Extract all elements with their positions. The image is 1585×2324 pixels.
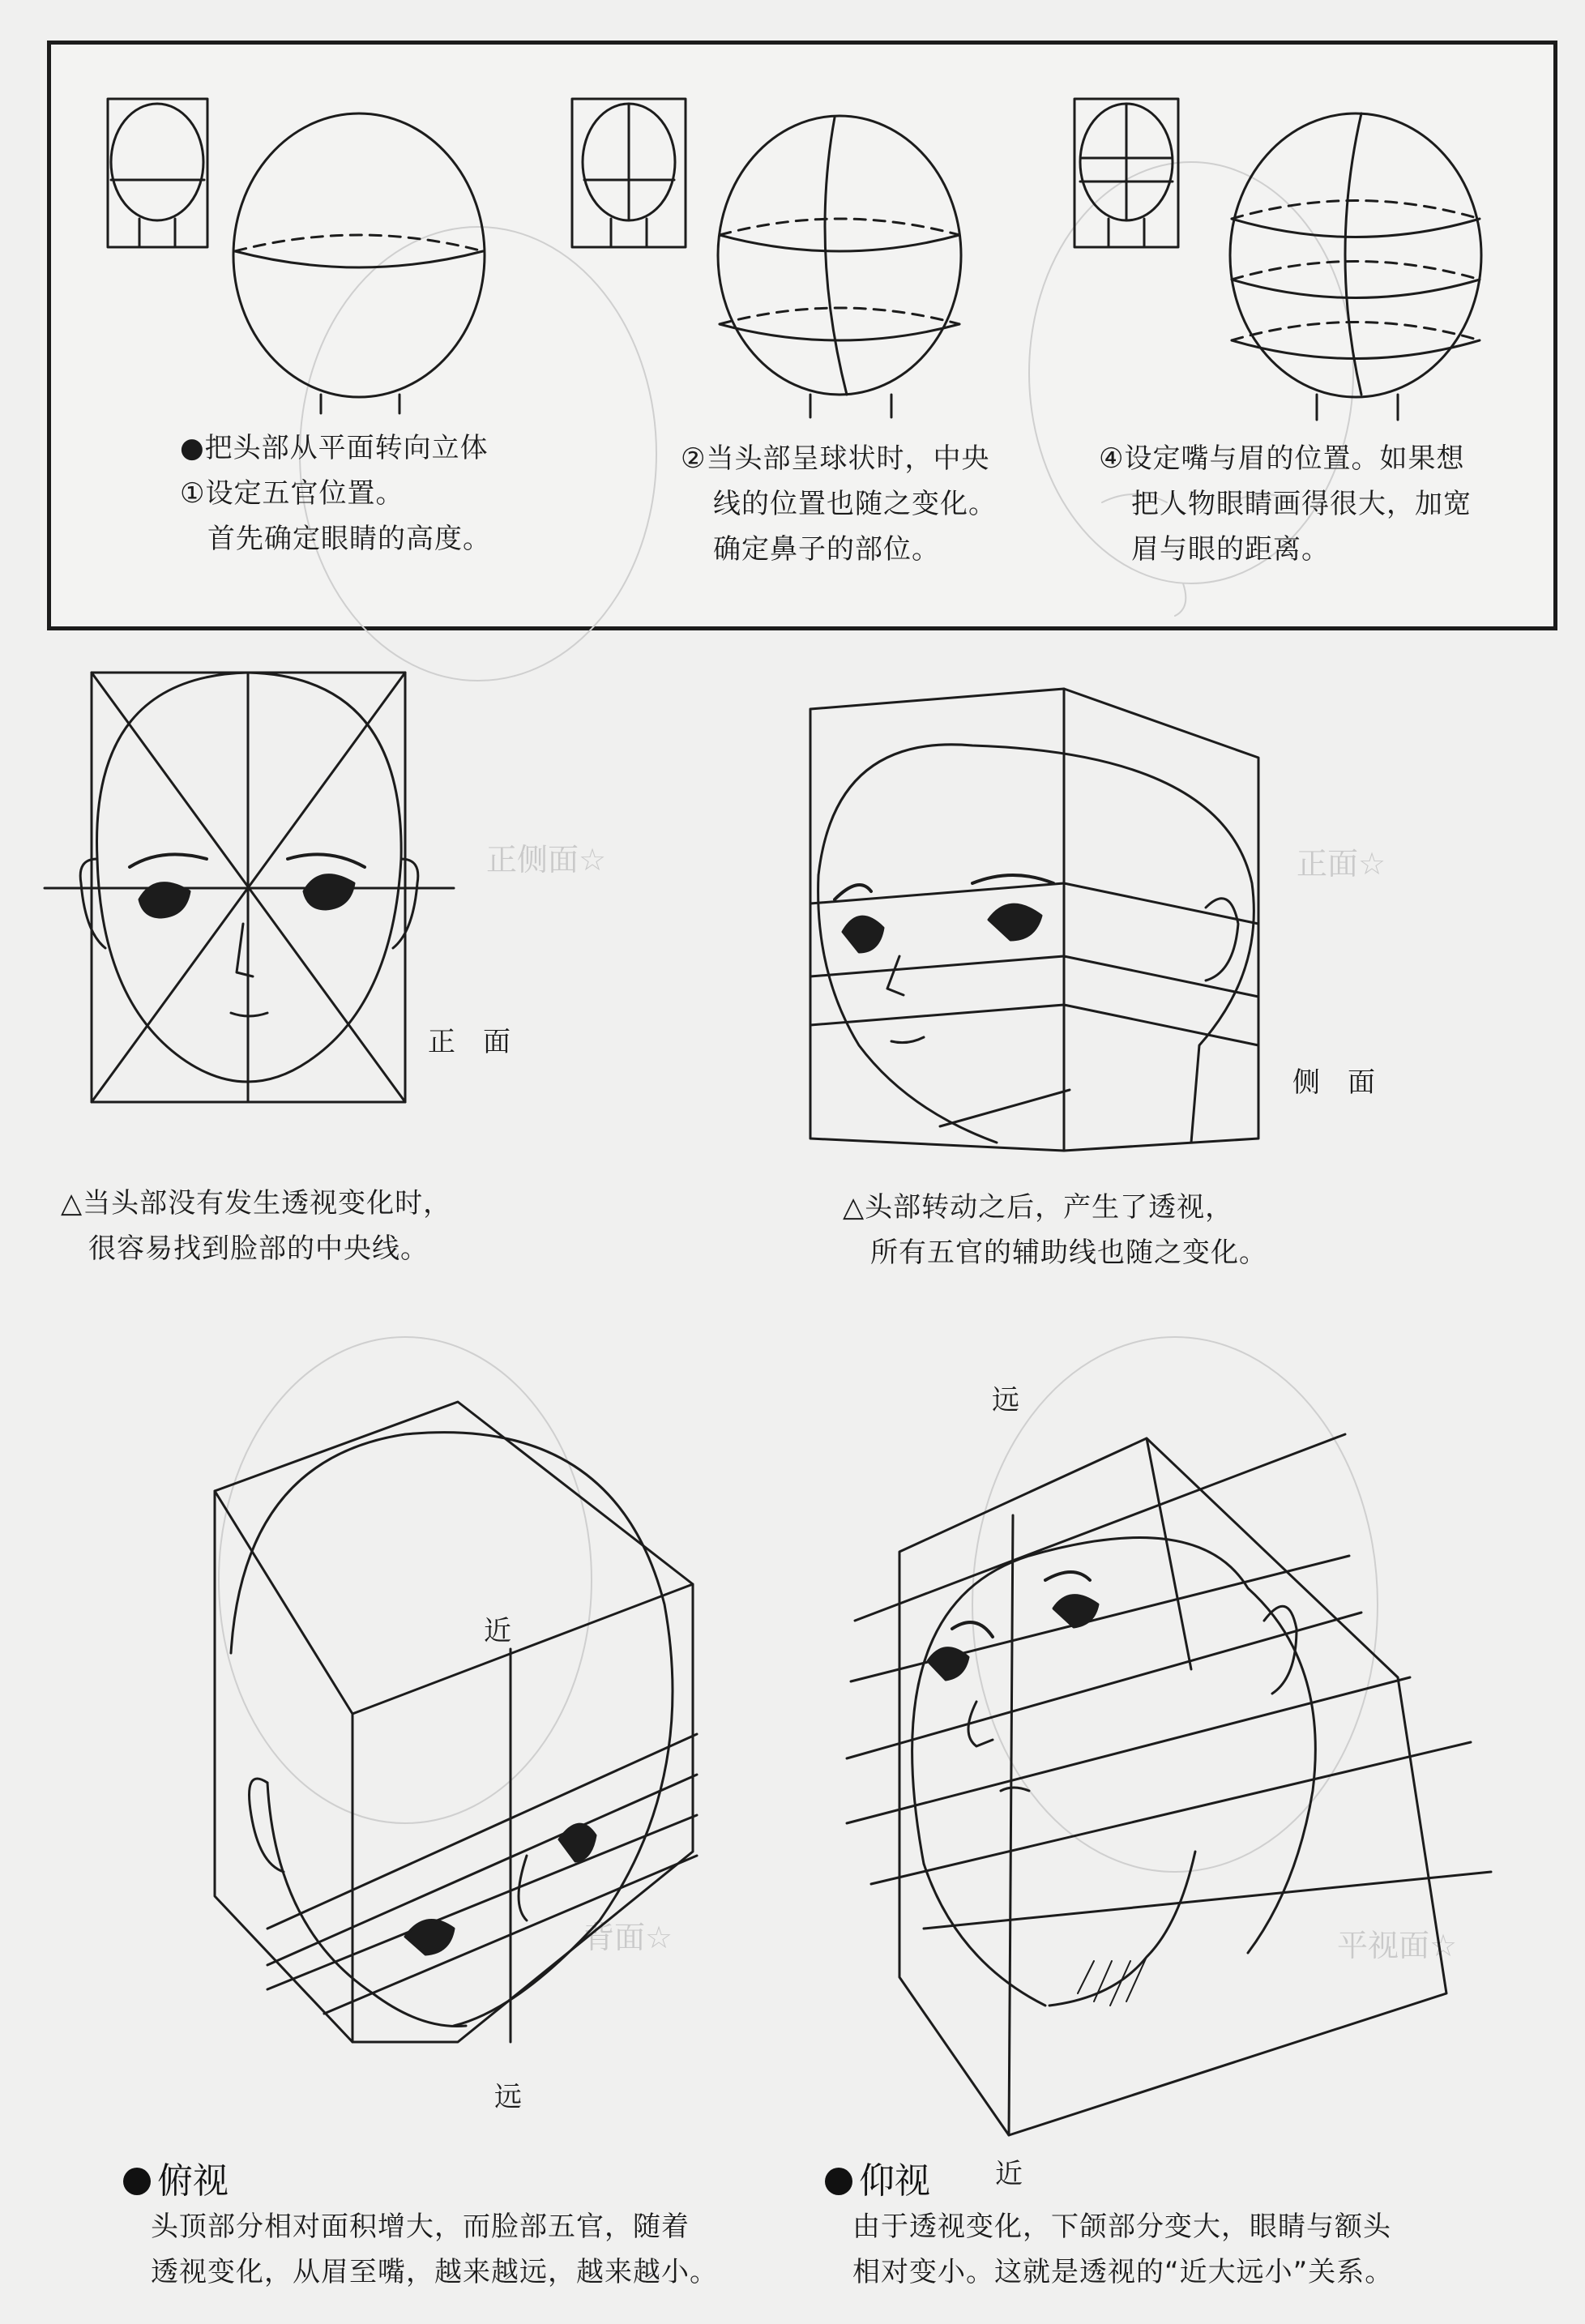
step1-caption: [180, 425, 491, 562]
step4-line3: 眉与眼的距离。: [1131, 533, 1330, 566]
step1-flat-head: [108, 99, 207, 247]
top-view-heading: [123, 2151, 229, 2203]
top-view-line1: 头顶部分相对面积增大，而脸部五官，随着: [151, 2211, 690, 2243]
bullet-icon: [825, 2168, 852, 2195]
front-caption-line2: 很容易找到脸部的中央线。: [88, 1232, 429, 1265]
step1-line3: 首先确定眼睛的高度。: [207, 523, 491, 555]
front-caption: [61, 1181, 451, 1271]
front-label: 正 面: [428, 1026, 511, 1058]
step2-caption: [681, 436, 997, 572]
ghost-beimian: 背面☆: [583, 1920, 673, 1955]
step2-line2: 线的位置也随之变化。: [713, 488, 997, 520]
low-view-caption: [852, 2204, 1393, 2295]
step2-flat-head: [572, 99, 686, 247]
top-view-near-label: 近: [484, 1615, 511, 1647]
ghost-pingshi: 平视面☆: [1337, 1928, 1458, 1963]
low-view-drawing: [847, 1434, 1491, 2135]
bullet-icon: [123, 2168, 151, 2195]
step1-line1: ●把头部从平面转向立体: [180, 432, 489, 464]
step1-sphere-head: [233, 113, 485, 413]
side-label: 侧 面: [1292, 1066, 1375, 1099]
side-face-drawing: [810, 689, 1258, 1151]
low-view-line1: 由于透视变化，下颌部分变大，眼睛与额头: [852, 2211, 1391, 2243]
front-caption-line1: △当头部没有发生透视变化时，: [61, 1187, 452, 1220]
top-view-line2: 透视变化，从眉至嘴，越来越远，越来越小。: [151, 2256, 718, 2288]
step2-line1: ②当头部呈球状时，中央: [681, 442, 990, 475]
top-view-caption: [151, 2204, 718, 2295]
front-face-drawing: [45, 673, 454, 1102]
step1-line2: ①设定五官位置。: [180, 477, 404, 510]
step4-caption: [1099, 436, 1472, 572]
ghost-zhengmian: 正面☆: [1297, 846, 1386, 882]
low-view-near-label: 近: [995, 2158, 1023, 2190]
step2-sphere-head: [718, 116, 961, 417]
ghost-zhengcemian: 正侧面☆: [486, 842, 607, 878]
side-caption-line1: △头部转动之后，产生了透视，: [843, 1191, 1234, 1224]
low-view-line2: 相对变小。这就是透视的“近大远小”关系。: [852, 2256, 1394, 2288]
side-caption: [843, 1185, 1267, 1275]
step3-flat-head: [1074, 99, 1178, 247]
top-view-heading-text: 俯视: [157, 2160, 229, 2202]
step4-sphere-head: [1230, 113, 1481, 420]
step2-line3: 确定鼻子的部位。: [713, 533, 940, 566]
ghost-sketch: [219, 162, 1378, 1872]
low-view-heading-text: 仰视: [859, 2160, 930, 2202]
side-caption-line2: 所有五官的辅助线也随之变化。: [870, 1237, 1267, 1269]
low-view-far-label: 远: [992, 1384, 1019, 1416]
low-view-heading: [825, 2151, 930, 2203]
top-view-far-label: 远: [494, 2081, 522, 2113]
step4-line1: ④设定嘴与眉的位置。如果想: [1099, 442, 1465, 475]
step4-line2: 把人物眼睛画得很大，加宽: [1131, 488, 1472, 520]
top-view-drawing: [215, 1402, 697, 2042]
